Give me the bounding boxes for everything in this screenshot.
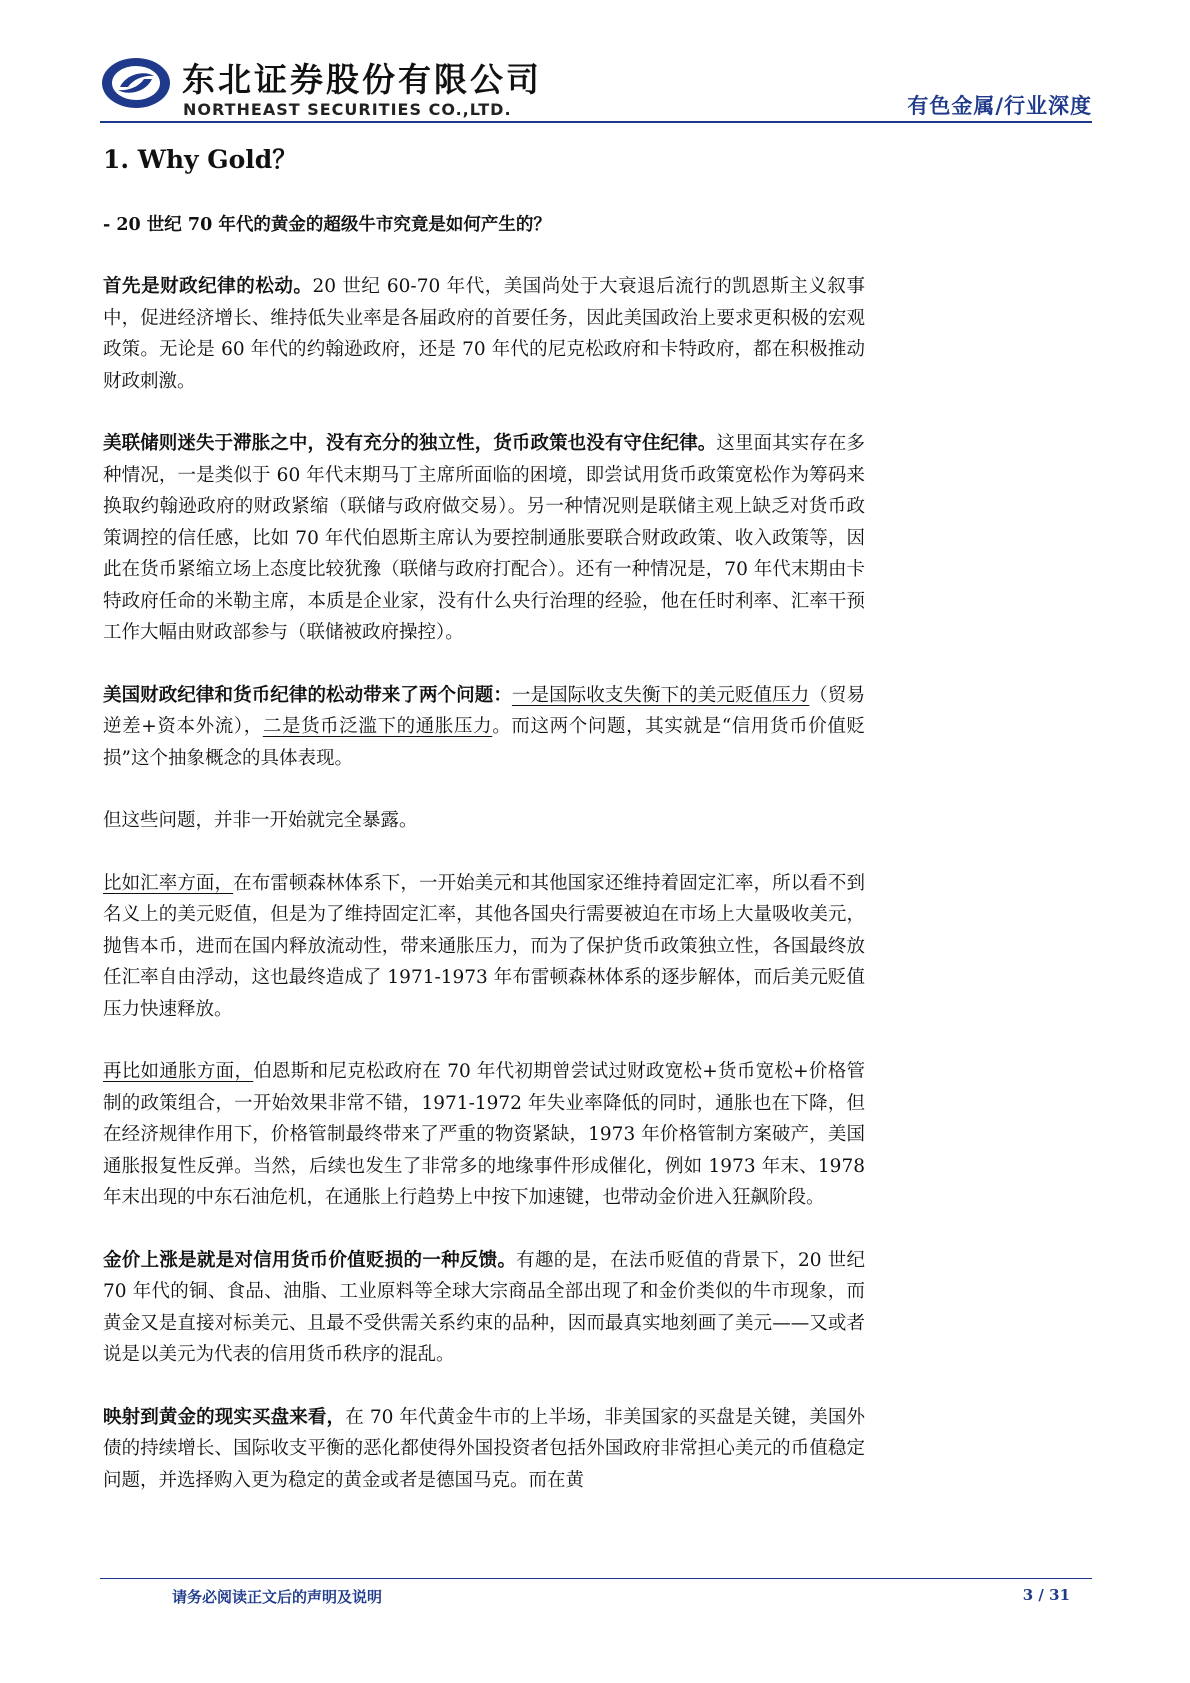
underlined-exchange-rate: 比如汇率方面，	[103, 872, 234, 894]
underlined-inflation-pressure: 二是货币泛滥下的通胀压力	[262, 716, 493, 737]
paragraph-text: 伯恩斯和尼克松政府在 70 年代初期曾尝试过财政宽松+货币宽松+价格管制的政策组合，一开始效果非常不错，1971-1972 年失业率降低的同时，通胀也在下降，但在经济规律作用下，价格管制最终带来了严重的物资紧缺，1973 年价格管制方案破产，美国通胀报复性反弹。当然，后续也发生了非常多的地缘事件形成催化，例如 1973 年末、1978 年末出现的中东石油危机，在通胀上行趋势上中按下加速键，也带动金价进入狂飙阶段。	[103, 1061, 865, 1208]
footer-disclaimer: 请务必阅读正文后的声明及说明	[172, 1588, 383, 1606]
paragraph-lead: 首先是财政纪律的松动。	[103, 276, 313, 297]
paragraph-fed-independence	[103, 428, 865, 649]
paragraph-text: 这里面其实存在多种情况，一是类似于 60 年代末期马丁主席所面临的困境，即尝试用货币政策宽松作为筹码来换取约翰逊政府的财政紧缩（联储与政府做交易）。另一种情况则是联储主观上缺乏对货币政策调控的信任感，比如 70 年代伯恩斯主席认为要控制通胀要联合财政政策、收入政策等，因此在货币紧缩立场上态度比较犹豫（联储与政府打配合）。还有一种情况是，70 年代末期由卡特政府任命的米勒主席，本质是企业家，没有什么央行治理的经验，他在任时利率、汇率干预工作大幅由财政部参与（联储被政府操控）。	[103, 433, 865, 643]
underlined-inflation: 再比如通胀方面，	[103, 1061, 254, 1082]
underlined-dollar-pressure: 一是国际收支失衡下的美元贬值压力	[511, 684, 810, 706]
paragraph-lead: 金价上涨是就是对信用货币价值贬损的一种反馈。	[103, 1249, 517, 1271]
company-name-cn: 东北证券股份有限公司	[182, 60, 542, 99]
company-logo-icon	[100, 56, 172, 110]
paragraph-two-problems	[103, 680, 865, 775]
paragraph-gold-feedback	[103, 1245, 865, 1371]
report-body	[103, 140, 865, 1496]
header-divider	[100, 121, 1092, 123]
paragraph-text: 20 世纪 60-70 年代，美国尚处于大衰退后流行的凯恩斯主义叙事中，促进经济增长、维持低失业率是各届政府的首要任务，因此美国政治上要求更积极的宏观政策。无论是 60 年代的约翰逊政府，还是 70 年代的尼克松政府和卡特政府，都在积极推动财政刺激。	[103, 276, 865, 392]
paragraph-text: （贸易逆差+资本外流），	[103, 684, 865, 737]
footer-divider	[100, 1578, 1092, 1579]
paragraph-text: 有趣的是，在法币贬值的背景下，20 世纪 70 年代的铜、食品、油脂、工业原料等全球大宗商品全部出现了和金价类似的牛市现象，而黄金又是直接对标美元、且最不受供需关系约束的品种，因而最真实地刻画了美元——又或者说是以美元为代表的信用货币秩序的混乱。	[103, 1249, 865, 1365]
paragraph-gold-buying	[103, 1402, 865, 1497]
page-number: 3 / 31	[1022, 1586, 1070, 1604]
paragraph-lead: 美国财政纪律和货币纪律的松动带来了两个问题：	[103, 684, 512, 706]
paragraph-lead: 美联储则迷失于滞胀之中，没有充分的独立性，货币政策也没有守住纪律。	[103, 433, 717, 454]
paragraph-text: 在布雷顿森林体系下，一开始美元和其他国家还维持着固定汇率，所以看不到名义上的美元贬值，但是为了维持固定汇率，其他各国央行需要被迫在市场上大量吸收美元，抛售本币，进而在国内释放流动性，带来通胀压力，而为了保护货币政策独立性，各国最终放任汇率自由浮动，这也最终造成了 1971-1973 年布雷顿森林体系的逐步解体，而后美元贬值压力快速释放。	[103, 872, 865, 1020]
paragraph-lead: 映射到黄金的现实买盘来看，	[103, 1406, 346, 1428]
report-category: 有色金属/行业深度	[907, 94, 1092, 118]
section-title: 1. Why Gold？	[103, 145, 298, 174]
paragraph-inflation	[103, 1056, 865, 1214]
company-name-en: NORTHEAST SECURITIES CO.,LTD.	[183, 100, 512, 119]
paragraph-not-exposed: 但这些问题，并非一开始就完全暴露。	[103, 810, 418, 831]
paragraph-fiscal-discipline	[103, 271, 865, 397]
paragraph-text: 。而这两个问题，其实就是“信用货币价值贬损”这个抽象概念的具体表现。	[103, 716, 865, 769]
paragraph-text: 在 70 年代黄金牛市的上半场，非美国家的买盘是关键，美国外债的持续增长、国际收支平衡的恶化都使得外国投资者包括外国政府非常担心美元的币值稳定问题，并选择购入更为稳定的黄金或者是德国马克。而在黄	[103, 1406, 865, 1491]
page-header	[100, 48, 1092, 122]
paragraph-exchange-rate	[103, 868, 865, 1026]
section-question: - 20 世纪 70 年代的黄金的超级牛市究竟是如何产生的？	[103, 215, 551, 235]
